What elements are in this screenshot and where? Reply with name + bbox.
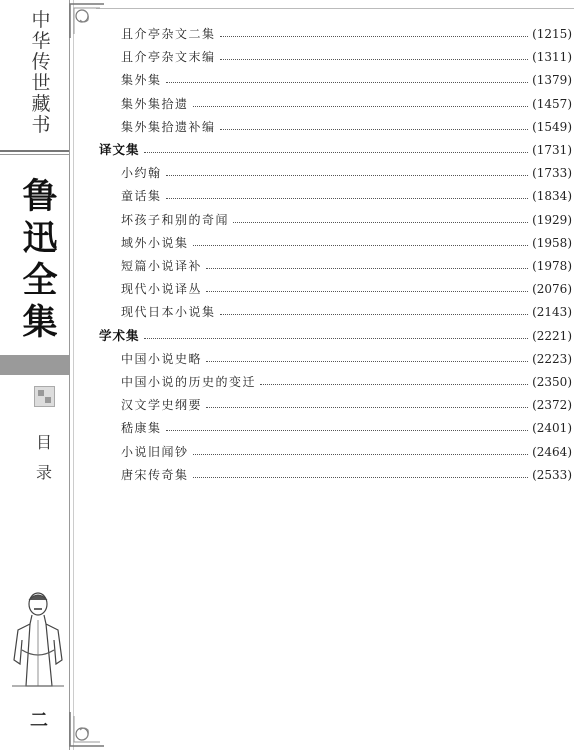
toc-leader-dots bbox=[193, 245, 528, 246]
toc-section-row[interactable] bbox=[0, 138, 581, 162]
toc-entry-row[interactable] bbox=[0, 161, 581, 185]
toc-page-number: (1379) bbox=[532, 73, 572, 88]
toc-entry-title: 坏孩子和别的奇闻 bbox=[121, 212, 230, 227]
toc-entry-row[interactable] bbox=[0, 277, 581, 301]
toc-entry-title: 中国小说史略 bbox=[121, 351, 203, 366]
toc-leader-dots bbox=[206, 407, 528, 408]
toc-page-number: (1958) bbox=[532, 235, 572, 250]
toc-entry-title: 现代小说译丛 bbox=[121, 282, 203, 297]
toc-entry-row[interactable] bbox=[0, 440, 581, 464]
toc-entry-row[interactable] bbox=[0, 208, 581, 232]
toc-entry-title: 小约翰 bbox=[121, 166, 162, 181]
toc-page-number: (2401) bbox=[532, 421, 572, 436]
toc-entry-row[interactable] bbox=[0, 393, 581, 417]
toc-leader-dots bbox=[206, 268, 528, 269]
toc-entry-title: 童话集 bbox=[121, 189, 162, 204]
toc-entry-row[interactable] bbox=[0, 68, 581, 92]
toc-entry-title: 且介亭杂文末编 bbox=[121, 50, 216, 65]
toc-leader-dots bbox=[220, 129, 528, 130]
toc-page-number: (1733) bbox=[532, 166, 572, 181]
toc-page-number: (2076) bbox=[532, 282, 572, 297]
toc-entry-row[interactable] bbox=[0, 254, 581, 278]
toc-leader-dots bbox=[233, 222, 528, 223]
toc-page-number: (1311) bbox=[532, 50, 572, 65]
toc-section-title: 学术集 bbox=[99, 327, 140, 343]
toc-leader-dots bbox=[193, 106, 528, 107]
toc-entry-title: 短篇小说译补 bbox=[121, 259, 203, 273]
toc-entry-row[interactable] bbox=[0, 22, 581, 46]
toc-entry-title: 现代日本小说集 bbox=[121, 305, 216, 320]
toc-entry-row[interactable] bbox=[0, 184, 581, 208]
toc-entry-title: 中国小说的历史的变迁 bbox=[121, 375, 257, 389]
toc-entry-title: 嵇康集 bbox=[121, 421, 162, 436]
toc-entry-title: 集外集拾遗 bbox=[121, 96, 189, 111]
toc-entry-row[interactable] bbox=[0, 416, 581, 440]
toc-section-row[interactable] bbox=[0, 324, 581, 348]
toc-page-number: (2143) bbox=[532, 305, 572, 320]
toc-page-number: (2223) bbox=[532, 351, 572, 366]
toc-leader-dots bbox=[220, 36, 528, 37]
toc-leader-dots bbox=[166, 430, 528, 431]
bottom-left-corner-ornament bbox=[66, 710, 106, 750]
toc-leader-dots bbox=[144, 338, 528, 339]
toc-entry-row[interactable] bbox=[0, 463, 581, 487]
toc-entry-title: 小说旧闻钞 bbox=[121, 444, 189, 459]
toc-entry-row[interactable] bbox=[0, 115, 581, 139]
toc-page-number: (2533) bbox=[532, 467, 572, 482]
toc-entry-row[interactable] bbox=[0, 45, 581, 69]
toc-leader-dots bbox=[206, 361, 528, 362]
toc-leader-dots bbox=[166, 198, 528, 199]
toc-entry-row[interactable] bbox=[0, 92, 581, 116]
toc-entry-title: 唐宋传奇集 bbox=[121, 467, 189, 482]
section-label: 目录 bbox=[35, 433, 52, 482]
toc-leader-dots bbox=[166, 175, 528, 176]
toc-entry-row[interactable] bbox=[0, 370, 581, 394]
toc-leader-dots bbox=[193, 454, 528, 455]
toc-page-number: (1978) bbox=[532, 259, 572, 273]
page-number: 二 bbox=[30, 710, 48, 731]
lu-xun-portrait-illustration bbox=[8, 590, 66, 690]
toc-page-number: (1549) bbox=[532, 119, 572, 134]
series-title: 中华传世藏书 bbox=[31, 9, 51, 136]
toc-page-number: (1929) bbox=[532, 212, 572, 227]
toc-entry-title: 域外小说集 bbox=[121, 235, 189, 250]
toc-leader-dots bbox=[144, 152, 528, 153]
top-frame-rule bbox=[96, 8, 574, 9]
toc-page-number: (2350) bbox=[532, 375, 572, 389]
toc-page-number: (2464) bbox=[532, 444, 572, 459]
toc-entry-row[interactable] bbox=[0, 347, 581, 371]
toc-entry-row[interactable] bbox=[0, 231, 581, 255]
toc-leader-dots bbox=[193, 477, 528, 478]
book-title: 鲁迅全集 bbox=[22, 176, 58, 343]
toc-entry-title: 汉文学史纲要 bbox=[121, 398, 203, 413]
toc-entry-title: 且介亭杂文二集 bbox=[121, 27, 216, 41]
toc-page-number: (1834) bbox=[532, 189, 572, 204]
toc-page-number: (2372) bbox=[532, 398, 572, 413]
toc-entry-title: 集外集 bbox=[121, 73, 162, 88]
toc-leader-dots bbox=[260, 384, 528, 385]
toc-page-number: (1731) bbox=[532, 143, 572, 157]
toc-entry-row[interactable] bbox=[0, 300, 581, 324]
toc-page-number: (1215) bbox=[532, 27, 572, 41]
toc-entry-title: 集外集拾遗补编 bbox=[121, 119, 216, 134]
toc-leader-dots bbox=[206, 291, 528, 292]
toc-section-title: 译文集 bbox=[99, 142, 140, 157]
toc-leader-dots bbox=[220, 59, 528, 60]
toc-page-number: (1457) bbox=[532, 96, 572, 111]
toc-leader-dots bbox=[220, 314, 528, 315]
toc-leader-dots bbox=[166, 82, 528, 83]
toc-page-number: (2221) bbox=[532, 328, 572, 343]
